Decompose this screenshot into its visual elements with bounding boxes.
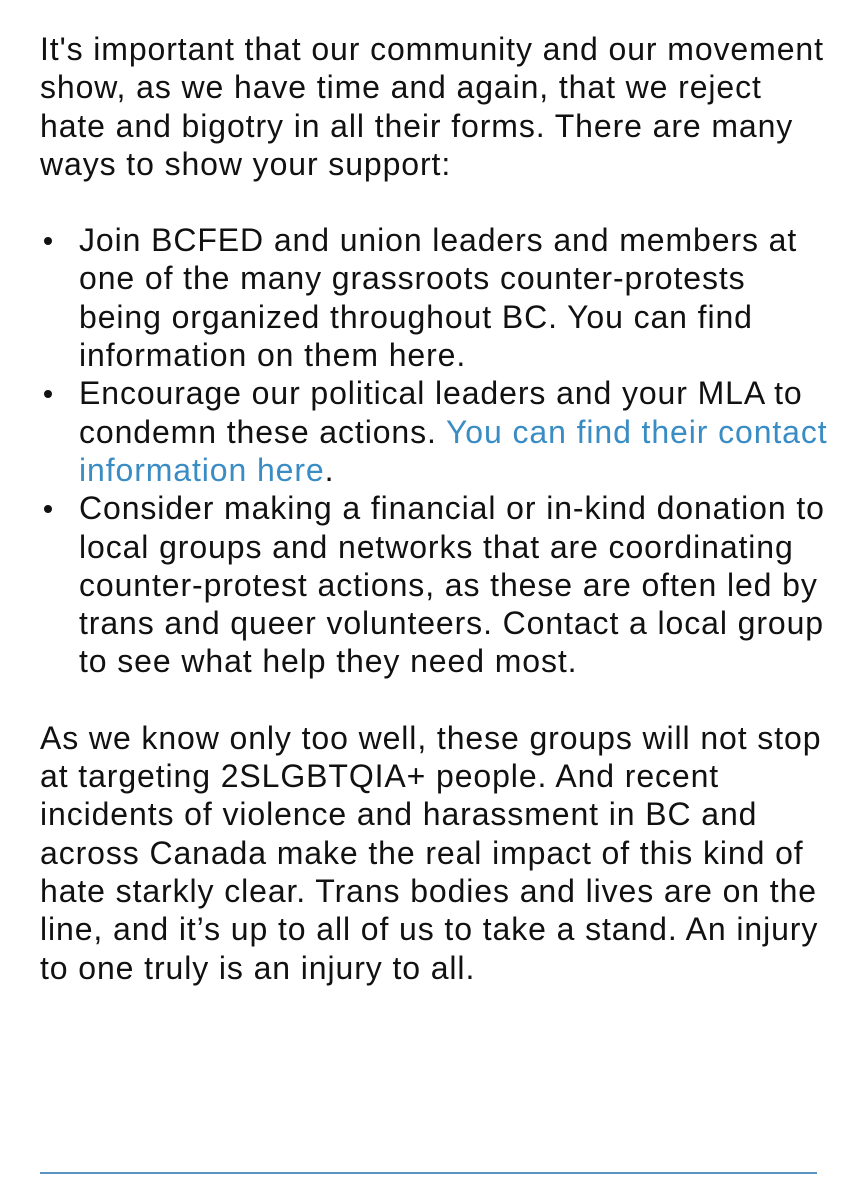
list-item-text: Join BCFED and union leaders and members at one of the many grassroots counter-protests being organized throughout BC. You can find information on them here. [79, 222, 798, 374]
bullet-icon [44, 505, 52, 513]
list-item [40, 221, 830, 374]
contact-information-link[interactable]: You can find their contact information here [79, 413, 828, 488]
bullet-icon [44, 390, 52, 398]
article-body [40, 30, 830, 987]
bullet-icon [44, 237, 52, 245]
section-divider [40, 1172, 817, 1174]
intro-paragraph: It's important that our community and our movement show, as we have time and again, that we reject hate and bigotry in all their forms. There are many ways to show your support: [40, 31, 824, 182]
list-item [40, 374, 830, 489]
list-item-text: Consider making a financial or in-kind donation to local groups and networks that are coordinating counter-protest actions, as these are often led by trans and queer volunteers. Contact a local group to see what help they need most. [79, 490, 825, 680]
list-item-text: Encourage our political leaders and your MLA to condemn these actions. [79, 375, 803, 450]
list-item [40, 489, 830, 680]
support-list [40, 221, 830, 681]
closing-paragraph: As we know only too well, these groups will not stop at targeting 2SLGBTQIA+ people. And recent incidents of violence and harassment in BC and across Canada make the real impact of this kind of hate starkly clear. Trans bodies and lives are on the line, and it’s up to all of us to take a stand. An injury to one truly is an injury to all. [40, 719, 822, 986]
list-item-text-end: . [324, 451, 335, 488]
